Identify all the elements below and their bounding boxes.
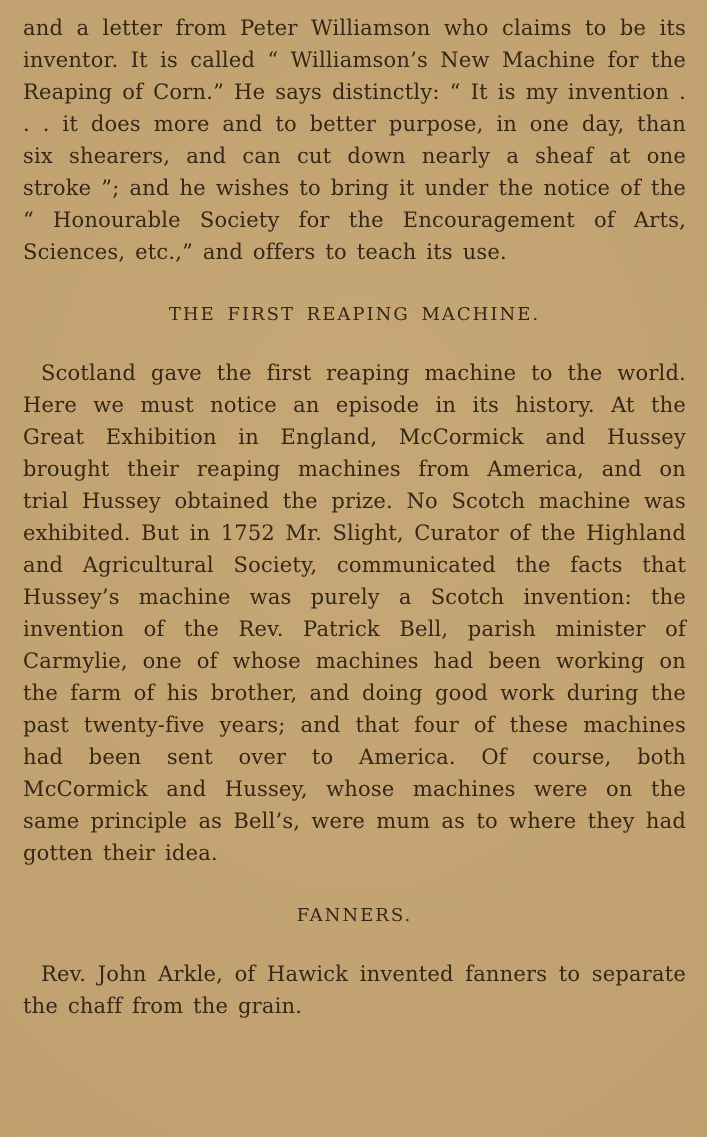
section-heading-fanners: FANNERS. (296, 905, 413, 926)
paragraph-fanners: Rev. John Arkle, of Hawick invented fanners to separate the chaff from the grain. (23, 962, 686, 1018)
paragraph-scotland-reaping-machine: Scotland gave the first reaping machine to the world. Here we must notice an episode in its history. At the Great Exhibition in England, McCormick and Hussey brought their reaping machines from America, and on trial Hussey obtained the prize. No Scotch machine was exhibited. But in 1752 Mr. Slight, Curator of the Highland and Agricultural Society, communicated the facts that Hussey’s machine was purely a Scotch invention: the invention of the Rev. Patrick Bell, parish minister of Carmylie, one of whose machines had been working on the farm of his brother, and doing good work during the past twenty-five years; and that four of these machines had been sent over to America. Of course, both McCormick and Hussey, whose machines were on the same principle as Bell’s, were mum as to where they had gotten their idea. (23, 361, 686, 865)
paragraph-williamson-letter: and a letter from Peter Williamson who claims to be its inventor. It is called “ Williamson’s New Machine for the Reaping of Corn.” He says distinctly: “ It is my invention . . . it does more and to better purpose, in one day, than six shearers, and can cut down nearly a sheaf at one stroke ”; and he wishes to bring it under the notice of the “ Honourable Society for the Encouragement of Arts, Sciences, etc.,” and offers to teach its use. (23, 16, 686, 264)
section-heading-first-reaping-machine: THE FIRST REAPING MACHINE. (168, 304, 541, 325)
